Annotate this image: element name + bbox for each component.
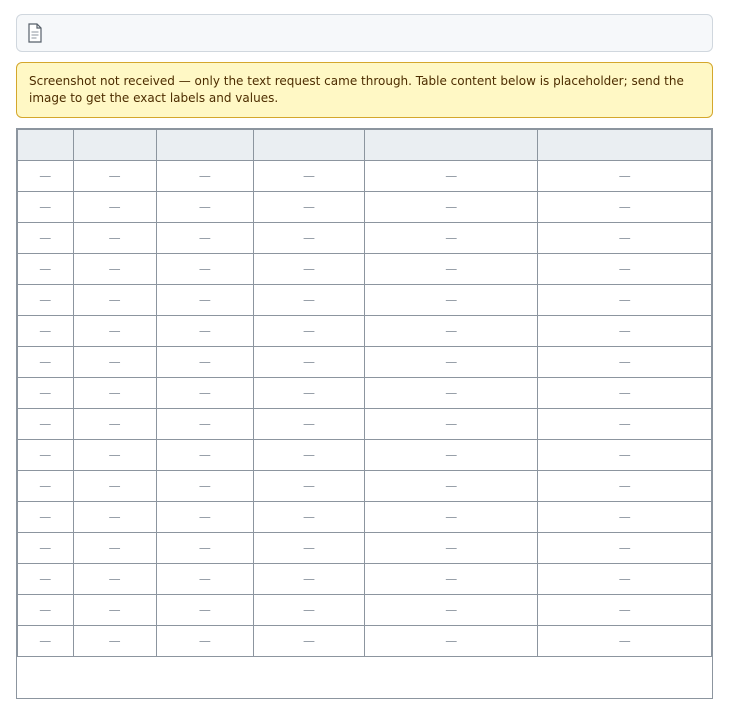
table-cell: — [253, 254, 364, 285]
table-header-row [18, 130, 712, 161]
table-row [18, 347, 712, 378]
document-icon [27, 23, 43, 43]
table-cell: — [253, 533, 364, 564]
table-cell: — [73, 285, 156, 316]
table-cell: — [156, 254, 253, 285]
table-cell: — [538, 316, 712, 347]
column-header [73, 130, 156, 161]
table-cell: — [156, 347, 253, 378]
table-row [18, 533, 712, 564]
table-cell: — [156, 440, 253, 471]
data-table [17, 129, 712, 657]
table-cell: — [538, 564, 712, 595]
table-cell: — [156, 564, 253, 595]
table-row [18, 502, 712, 533]
table-row [18, 471, 712, 502]
table-container [16, 128, 713, 699]
column-header [253, 130, 364, 161]
table-cell: — [364, 254, 538, 285]
table-cell: — [18, 223, 74, 254]
table-cell: — [253, 502, 364, 533]
table-cell: — [538, 254, 712, 285]
table-cell: — [538, 409, 712, 440]
table-cell: — [364, 192, 538, 223]
table-cell: — [538, 533, 712, 564]
table-cell: — [364, 502, 538, 533]
table-row [18, 564, 712, 595]
table-cell: — [253, 192, 364, 223]
table-cell: — [18, 533, 74, 564]
table-cell: — [253, 285, 364, 316]
table-row [18, 409, 712, 440]
column-header [364, 130, 538, 161]
table-cell: — [18, 254, 74, 285]
table-cell: — [73, 316, 156, 347]
table-cell: — [156, 409, 253, 440]
table-cell: — [364, 564, 538, 595]
table-cell: — [364, 161, 538, 192]
table-row [18, 223, 712, 254]
table-cell: — [364, 316, 538, 347]
table-cell: — [538, 502, 712, 533]
table-cell: — [538, 626, 712, 657]
table-body [18, 161, 712, 657]
table-row [18, 285, 712, 316]
table-cell: — [73, 254, 156, 285]
table-row [18, 192, 712, 223]
table-cell: — [253, 316, 364, 347]
table-cell: — [73, 595, 156, 626]
column-header [156, 130, 253, 161]
table-cell: — [253, 626, 364, 657]
table-cell: — [253, 223, 364, 254]
table-cell: — [18, 378, 74, 409]
table-cell: — [73, 347, 156, 378]
table-cell: — [156, 595, 253, 626]
table-cell: — [73, 564, 156, 595]
table-cell: — [364, 626, 538, 657]
table-cell: — [18, 595, 74, 626]
table-cell: — [18, 502, 74, 533]
table-cell: — [18, 316, 74, 347]
table-cell: — [18, 564, 74, 595]
table-cell: — [538, 192, 712, 223]
table-row [18, 440, 712, 471]
table-cell: — [364, 378, 538, 409]
table-cell: — [538, 223, 712, 254]
title-bar [16, 14, 713, 52]
table-cell: — [364, 595, 538, 626]
table-cell: — [538, 595, 712, 626]
column-header [538, 130, 712, 161]
table-cell: — [253, 564, 364, 595]
table-cell: — [538, 471, 712, 502]
table-cell: — [156, 192, 253, 223]
table-row [18, 161, 712, 192]
table-cell: — [156, 161, 253, 192]
table-cell: — [364, 347, 538, 378]
table-cell: — [156, 626, 253, 657]
table-cell: — [364, 223, 538, 254]
table-cell: — [156, 502, 253, 533]
table-cell: — [156, 533, 253, 564]
table-cell: — [253, 409, 364, 440]
table-cell: — [18, 440, 74, 471]
table-cell: — [538, 378, 712, 409]
table-cell: — [156, 316, 253, 347]
table-cell: — [73, 378, 156, 409]
table-cell: — [73, 409, 156, 440]
table-cell: — [364, 409, 538, 440]
table-row [18, 626, 712, 657]
table-cell: — [156, 471, 253, 502]
table-row [18, 595, 712, 626]
table-cell: — [156, 285, 253, 316]
table-cell: — [73, 502, 156, 533]
table-cell: — [73, 440, 156, 471]
table-cell: — [73, 161, 156, 192]
table-cell: — [253, 471, 364, 502]
table-cell: — [18, 626, 74, 657]
table-row [18, 254, 712, 285]
table-cell: — [538, 440, 712, 471]
table-cell: — [253, 595, 364, 626]
table-cell: — [18, 471, 74, 502]
table-cell: — [538, 161, 712, 192]
table-cell: — [364, 440, 538, 471]
table-cell: — [364, 471, 538, 502]
table-row [18, 378, 712, 409]
table-cell: — [18, 161, 74, 192]
table-cell: — [73, 471, 156, 502]
table-cell: — [253, 378, 364, 409]
column-header [18, 130, 74, 161]
table-cell: — [73, 192, 156, 223]
table-cell: — [253, 161, 364, 192]
table-cell: — [364, 533, 538, 564]
missing-image-notice: Screenshot not received — only the text request came through. Table content below is placeholder; send the image to get the exact labels and values. [16, 62, 713, 118]
table-cell: — [253, 440, 364, 471]
table-cell: — [18, 285, 74, 316]
table-cell: — [156, 223, 253, 254]
table-cell: — [73, 223, 156, 254]
table-cell: — [73, 626, 156, 657]
table-cell: — [156, 378, 253, 409]
table-cell: — [18, 409, 74, 440]
table-row [18, 316, 712, 347]
table-cell: — [364, 285, 538, 316]
table-cell: — [73, 533, 156, 564]
table-cell: — [538, 347, 712, 378]
table-cell: — [18, 347, 74, 378]
table-cell: — [18, 192, 74, 223]
table-cell: — [253, 347, 364, 378]
table-cell: — [538, 285, 712, 316]
